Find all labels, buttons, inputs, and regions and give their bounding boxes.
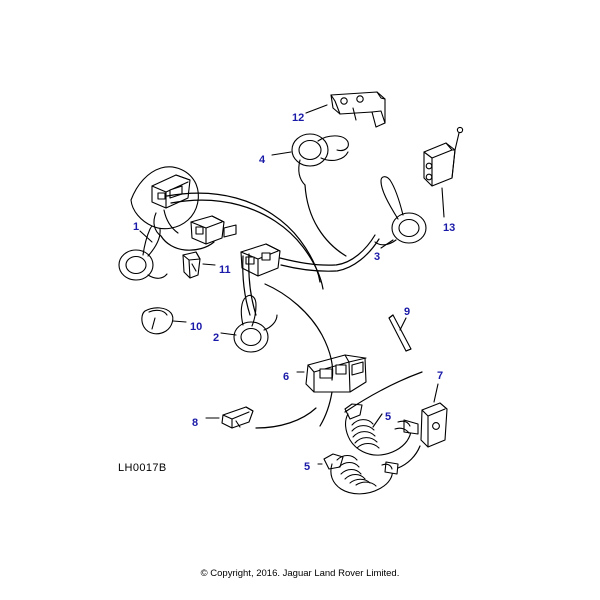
part-1-horn	[119, 225, 167, 281]
callout-10: 10	[190, 321, 203, 333]
part-5b-coiled-hose	[324, 454, 398, 494]
part-13-stud	[455, 133, 459, 150]
callout-7: 7	[437, 370, 444, 382]
callout-1: 1	[133, 221, 140, 233]
callout-5-upper: 5	[385, 411, 392, 423]
callout-3: 3	[374, 251, 381, 263]
callout-12: 12	[292, 112, 305, 124]
callout-13: 13	[443, 222, 456, 234]
leader-9	[400, 318, 406, 330]
leader-3	[381, 240, 393, 248]
part-6-module	[306, 355, 366, 392]
leader-10	[173, 321, 186, 322]
copyright-notice: © Copyright, 2016. Jaguar Land Rover Limited.	[200, 568, 400, 579]
callout-8: 8	[192, 417, 199, 429]
leader-11	[203, 264, 215, 265]
leader-13	[442, 188, 444, 217]
callout-5-lower: 5	[304, 461, 311, 473]
part-5a-coiled-hose	[345, 404, 418, 455]
callout-4: 4	[259, 154, 266, 166]
connector-block-a	[191, 216, 236, 244]
part-8-bracket	[222, 407, 253, 428]
diagram-part-code: LH0017B	[118, 462, 167, 474]
callout-2: 2	[213, 332, 220, 344]
part-2-horn	[234, 295, 277, 352]
connector-block-b	[241, 244, 280, 276]
leader-12	[306, 105, 327, 113]
leader-4	[272, 152, 291, 155]
callout-11: 11	[219, 264, 231, 276]
callout-6: 6	[283, 371, 290, 383]
harness-assembly	[131, 167, 198, 236]
part-3-horn	[375, 177, 426, 245]
part-7-bracket	[421, 403, 447, 447]
part-9-pin	[389, 315, 411, 351]
part-13-stud-head	[457, 127, 462, 132]
part-4-horn	[292, 134, 348, 185]
part-13-bracket	[424, 143, 455, 186]
leader-7	[434, 384, 438, 402]
part-10-cover	[142, 308, 173, 334]
callout-9: 9	[404, 306, 411, 318]
part-11-clip	[183, 252, 200, 278]
leader-5a	[373, 414, 382, 427]
part-12-bracket	[331, 92, 385, 127]
